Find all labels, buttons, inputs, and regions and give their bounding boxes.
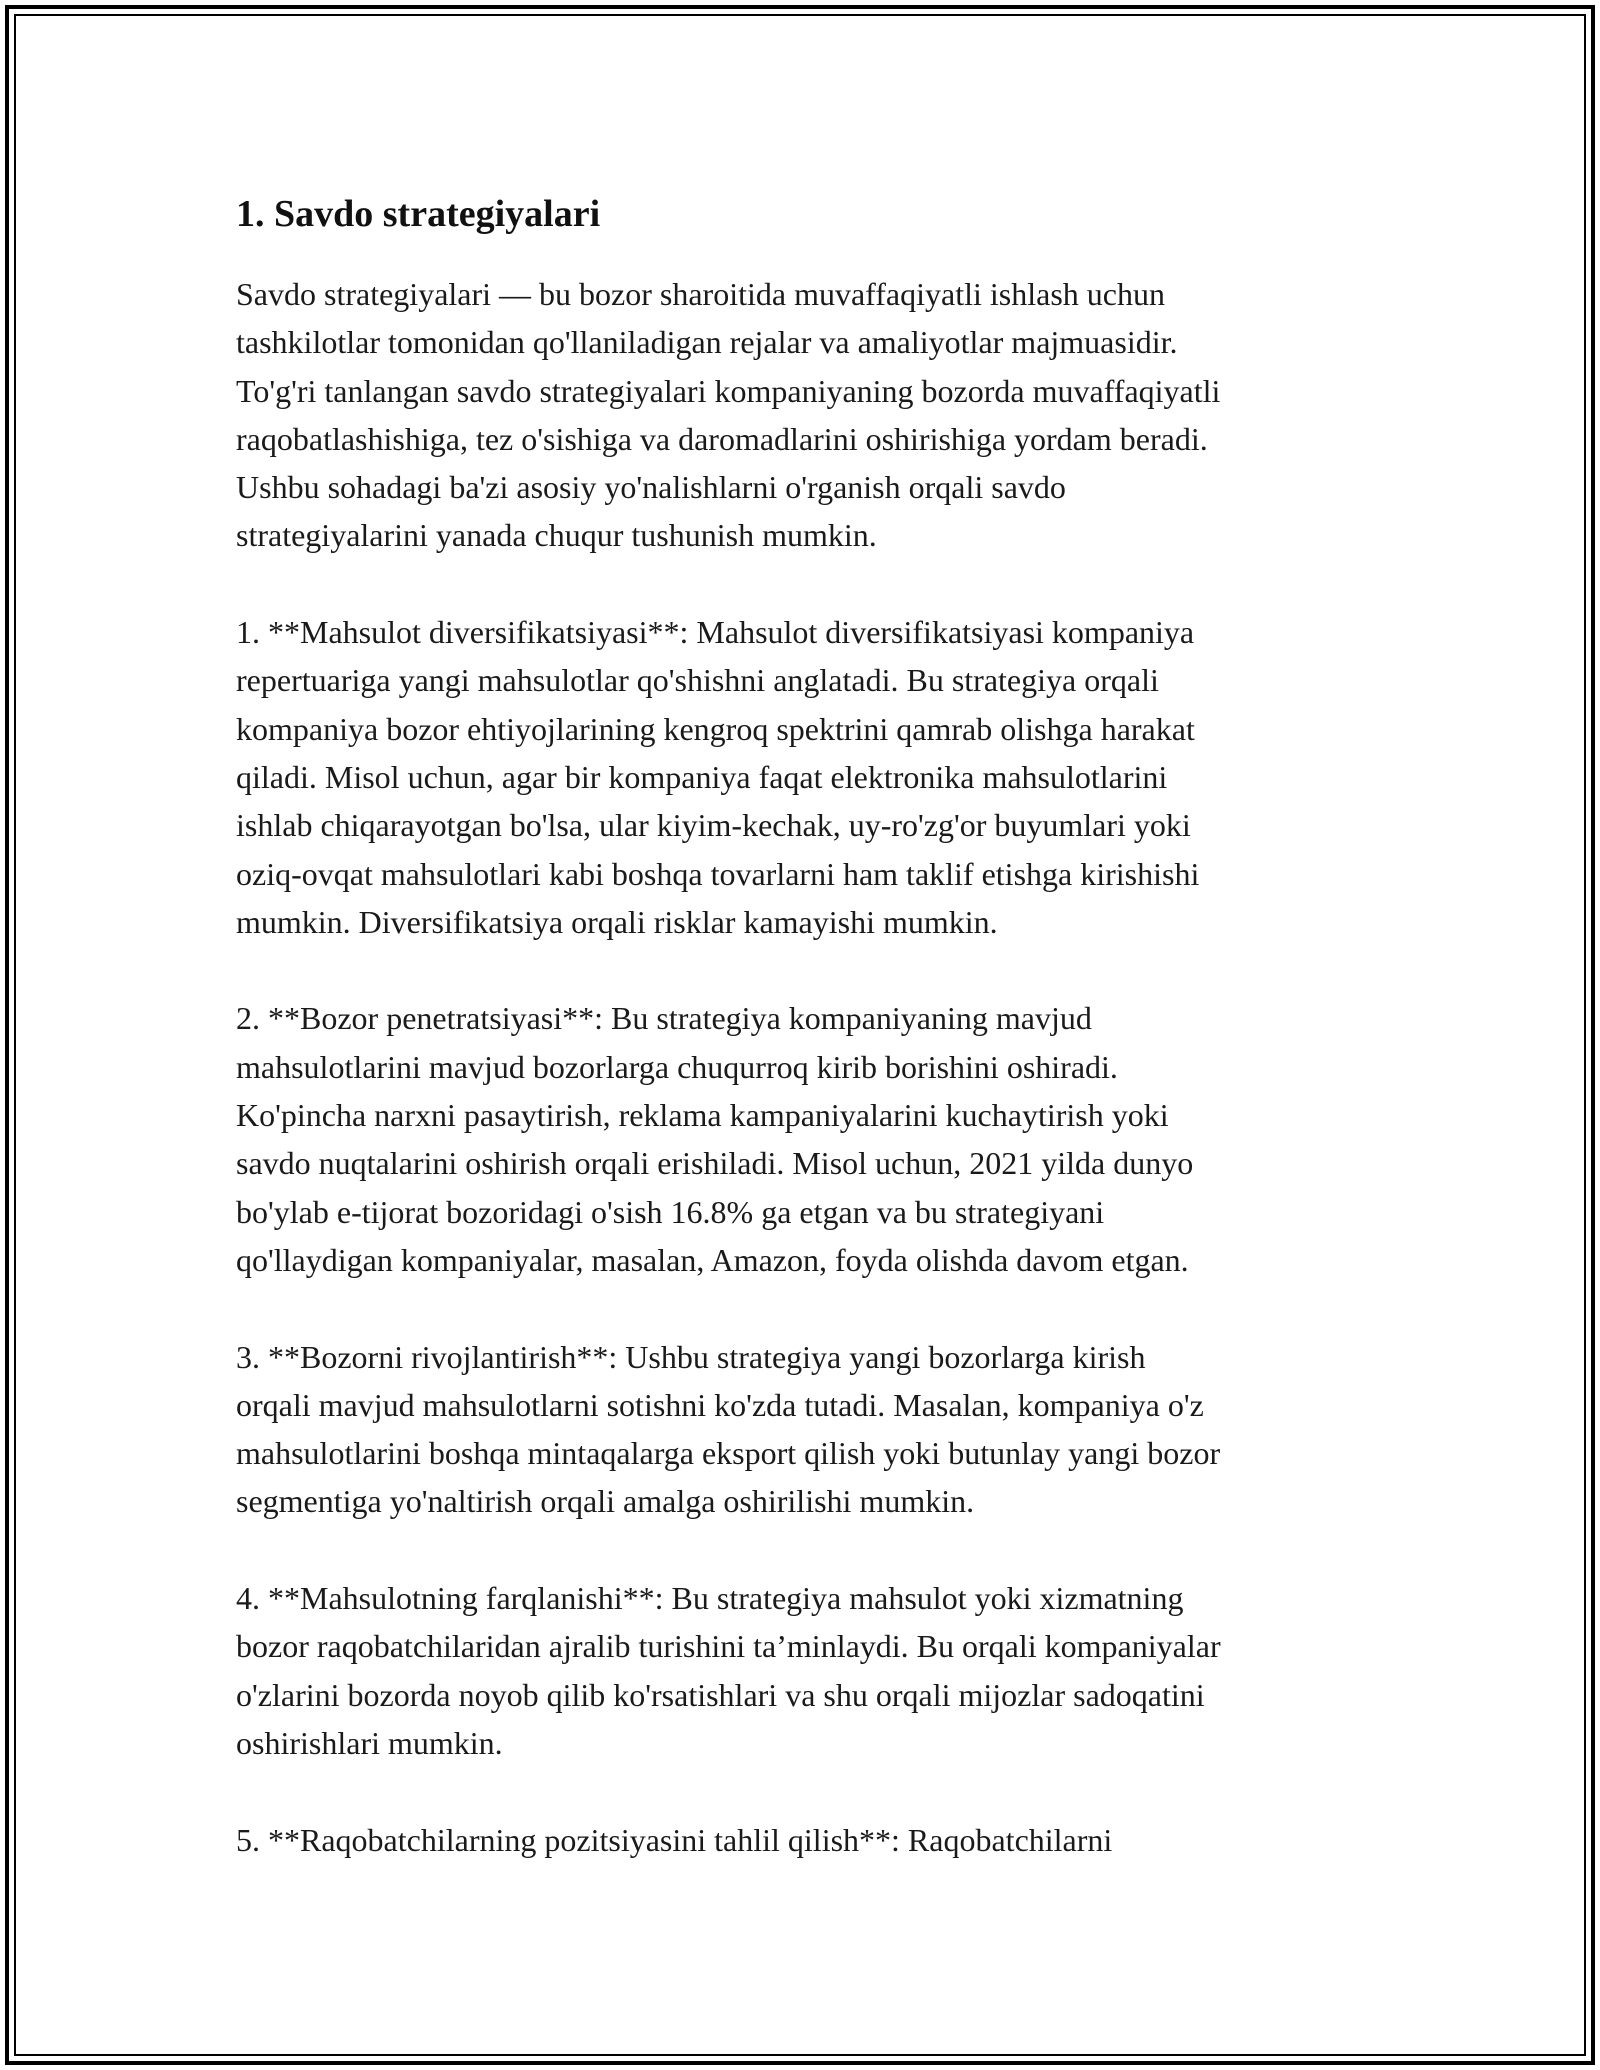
section-heading: 1. Savdo strategiyalari: [236, 193, 601, 235]
paragraph-line: Savdo strategiyalari — bu bozor sharoitida muvaffaqiyatli ishlash uchun: [236, 276, 1165, 312]
paragraph-line: repertuariga yangi mahsulotlar qo'shishni anglatadi. Bu strategiya orqali: [236, 662, 1159, 699]
paragraph-line: tashkilotlar tomonidan qo'llaniladigan rejalar va amaliyotlar majmuasidir.: [236, 324, 1178, 361]
list-item-market-development: [236, 1333, 1376, 1526]
paragraph-line: strategiyalarini yanada chuqur tushunish mumkin.: [236, 517, 877, 554]
paragraph-line: qo'llaydigan kompaniyalar, masalan, Amazon, foyda olishda davom etgan.: [236, 1241, 1189, 1278]
paragraph-line: savdo nuqtalarini oshirish orqali erishiladi. Misol uchun, 2021 yilda dunyo: [236, 1145, 1194, 1182]
paragraph-line: 1. **Mahsulot diversifikatsiyasi**: Mahsulot diversifikatsiyasi kompaniya: [236, 614, 1195, 651]
paragraph-line: qiladi. Misol uchun, agar bir kompaniya faqat elektronika mahsulotlarini: [236, 758, 1168, 795]
intro-paragraph: [236, 270, 1376, 560]
paragraph-line: orqali mavjud mahsulotlarni sotishni ko'zda tutadi. Masalan, kompaniya o'z: [236, 1386, 1204, 1423]
list-item-competitor-analysis: [236, 1816, 1376, 1864]
paragraph-line: To'g'ri tanlangan savdo strategiyalari kompaniyaning bozorda muvaffaqiyatli: [236, 372, 1221, 409]
list-item-product-differentiation: [236, 1574, 1376, 1767]
paragraph-line: ishlab chiqarayotgan bo'lsa, ular kiyim-kechak, uy-ro'zg'or buyumlari yoki: [236, 807, 1191, 844]
paragraph-line: mahsulotlarini mavjud bozorlarga chuqurroq kirib borishini oshiradi.: [236, 1048, 1118, 1085]
paragraph-line: 5. **Raqobatchilarning pozitsiyasini tahlil qilish**: Raqobatchilarni: [236, 1821, 1113, 1858]
paragraph-line: segmentiga yo'naltirish orqali amalga oshirilishi mumkin.: [236, 1483, 975, 1520]
paragraph-line: kompaniya bozor ehtiyojlarining kengroq spektrini qamrab olishga harakat: [236, 710, 1195, 747]
paragraph-line: 4. **Mahsulotning farqlanishi**: Bu strategiya mahsulot yoki xizmatning: [236, 1580, 1184, 1617]
paragraph-line: bozor raqobatchilaridan ajralib turishini ta’minlaydi. Bu orqali kompaniyalar: [236, 1628, 1221, 1665]
list-item-market-penetration: [236, 994, 1376, 1284]
paragraph-line: o'zlarini bozorda noyob qilib ko'rsatishlari va shu orqali mijozlar sadoqatini: [236, 1676, 1205, 1713]
paragraph-line: raqobatlashishiga, tez o'sishiga va daromadlarini oshirishiga yordam beradi.: [236, 420, 1208, 457]
paragraph-line: bo'ylab e-tijorat bozoridagi o'sish 16.8% ga etgan va bu strategiyani: [236, 1193, 1105, 1230]
paragraph-line: 3. **Bozorni rivojlantirish**: Ushbu strategiya yangi bozorlarga kirish: [236, 1338, 1146, 1375]
paragraph-line: oshirishlari mumkin.: [236, 1724, 503, 1761]
paragraph-line: mumkin. Diversifikatsiya orqali risklar kamayishi mumkin.: [236, 903, 998, 940]
document-page: [236, 188, 1376, 1912]
paragraph-line: 2. **Bozor penetratsiyasi**: Bu strategiya kompaniyaning mavjud: [236, 1000, 1092, 1037]
paragraph-line: mahsulotlarini boshqa mintaqalarga eksport qilish yoki butunlay yangi bozor: [236, 1435, 1221, 1472]
paragraph-line: oziq-ovqat mahsulotlari kabi boshqa tovarlarni ham taklif etishga kirishishi: [236, 855, 1200, 892]
paragraph-line: Ushbu sohadagi ba'zi asosiy yo'nalishlarni o'rganish orqali savdo: [236, 469, 1066, 506]
list-item-diversification: [236, 608, 1376, 946]
paragraph-line: Ko'pincha narxni pasaytirish, reklama kampaniyalarini kuchaytirish yoki: [236, 1097, 1169, 1134]
